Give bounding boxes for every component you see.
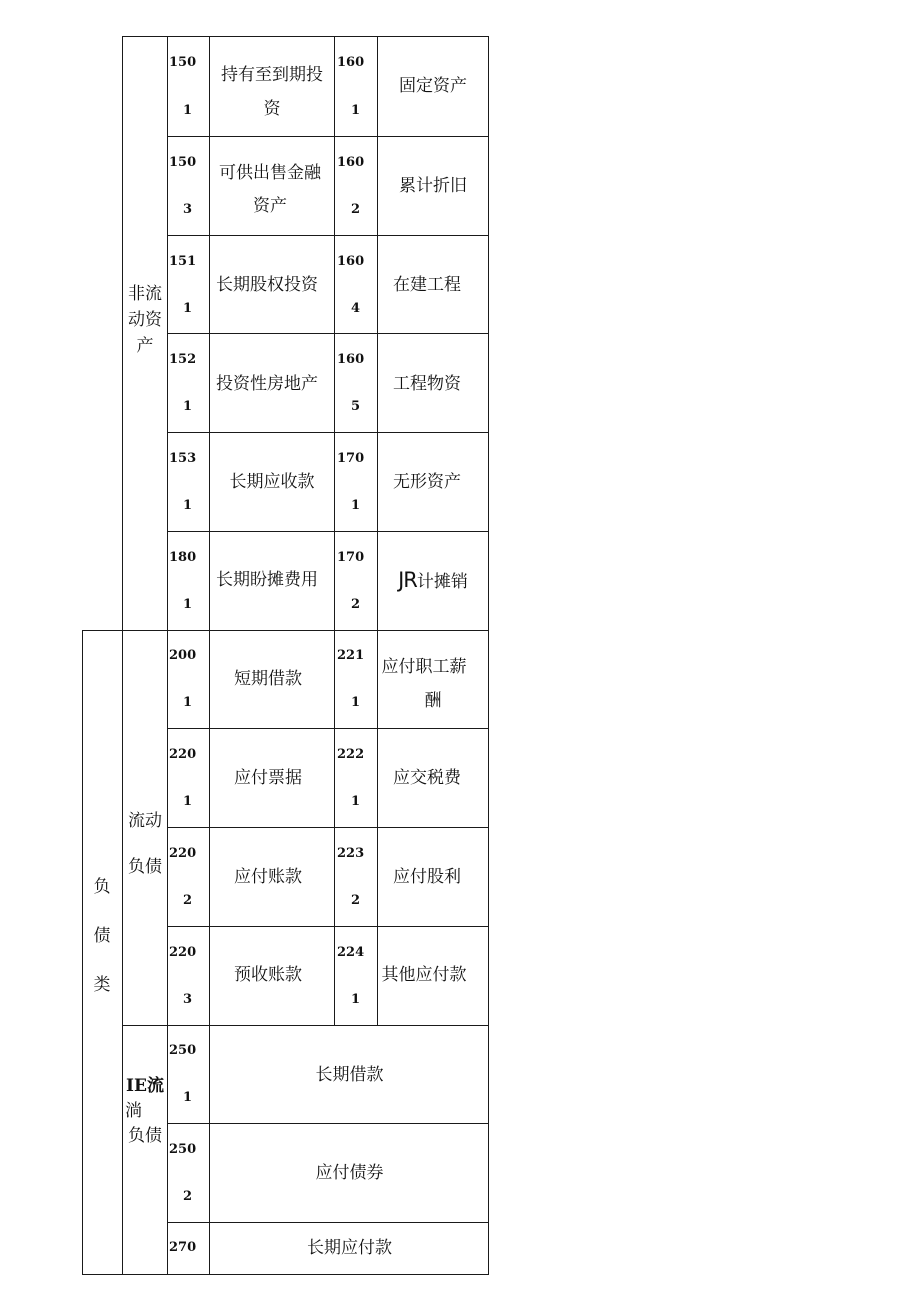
rule-top	[122, 36, 489, 37]
code-part: 1	[183, 794, 193, 809]
rule-group-break	[122, 1025, 489, 1026]
code-part: 4	[351, 301, 361, 316]
name-line: 酬	[424, 691, 442, 711]
category-label-line: 负	[93, 877, 111, 897]
account-code	[169, 1240, 196, 1256]
name-line: 应付票据	[234, 768, 302, 788]
name-line: 可供出售金融	[219, 163, 321, 183]
rule-row	[167, 432, 489, 433]
name-line: 投资性房地产	[216, 374, 318, 394]
rule-row	[167, 1222, 489, 1223]
account-code	[169, 747, 196, 763]
group-label-line: 非流	[128, 284, 162, 304]
account-name	[372, 766, 482, 790]
code-part: 2	[351, 597, 361, 612]
account-code	[169, 1043, 196, 1059]
code-part: 2	[183, 1189, 193, 1204]
code-part: 152	[169, 352, 197, 367]
account-name	[378, 74, 488, 98]
category-label-line: 类	[93, 975, 111, 995]
account-name	[378, 174, 488, 198]
code-part: 160	[337, 155, 365, 170]
code-part: 1	[351, 103, 361, 118]
account-name	[372, 865, 482, 889]
account-code	[169, 648, 196, 664]
rule-row	[167, 333, 489, 334]
account-name	[210, 58, 334, 126]
account-name	[206, 667, 330, 691]
account-code	[183, 893, 192, 909]
account-code	[183, 695, 192, 711]
code-part: 222	[337, 747, 365, 762]
account-code	[183, 399, 192, 415]
name-line: 应付股利	[393, 867, 461, 887]
code-part: 221	[337, 648, 365, 663]
account-code	[169, 550, 196, 566]
code-part: 5	[351, 399, 361, 414]
account-code	[337, 846, 364, 862]
name-line: 其他应付款	[381, 965, 467, 985]
account-code	[337, 648, 364, 664]
rule-row	[167, 827, 489, 828]
account-code	[183, 103, 192, 119]
code-part: 220	[169, 945, 197, 960]
account-code	[169, 352, 196, 368]
name-line: 长期借款	[315, 1065, 384, 1085]
account-name	[372, 372, 482, 396]
account-code	[351, 301, 360, 317]
account-name	[211, 1236, 488, 1260]
account-code	[169, 155, 196, 171]
account-code	[351, 498, 360, 514]
name-line: 工程物资	[393, 374, 461, 394]
code-part: 3	[183, 992, 193, 1007]
code-part: 224	[337, 945, 365, 960]
name-line: 应付账款	[234, 867, 302, 887]
rule-row	[167, 136, 489, 137]
account-name	[208, 149, 332, 215]
group-label-line: 流动	[128, 811, 162, 831]
account-code	[337, 451, 364, 467]
account-name	[206, 766, 330, 790]
name-line: 长期应收款	[229, 472, 315, 492]
group-label-line: 动资	[128, 310, 162, 330]
rule-right	[488, 36, 489, 1275]
code-part: 1	[183, 301, 193, 316]
account-code	[169, 1142, 196, 1158]
group-label-line: IE流	[126, 1076, 164, 1096]
account-code	[337, 945, 364, 961]
code-part: 170	[337, 550, 365, 565]
rule-code-a	[209, 36, 210, 1275]
account-code	[169, 945, 196, 961]
account-code	[351, 103, 360, 119]
code-part: 160	[337, 254, 365, 269]
account-code	[183, 1090, 192, 1106]
code-part: 151	[169, 254, 197, 269]
name-line: 预收账款	[234, 965, 302, 985]
account-name	[378, 568, 488, 594]
account-code	[351, 399, 360, 415]
account-name	[372, 470, 482, 494]
code-part: 270	[169, 1240, 197, 1255]
code-part: 150	[169, 155, 197, 170]
account-name	[369, 963, 479, 987]
rule-bottom	[82, 1274, 489, 1275]
code-part: 2	[351, 202, 361, 217]
account-code	[337, 155, 364, 171]
rule-row	[167, 728, 489, 729]
account-code	[183, 498, 192, 514]
account-code	[351, 794, 360, 810]
account-name	[211, 1161, 488, 1185]
account-code	[169, 846, 196, 862]
group-label-noncurrent-liabilities	[123, 1074, 167, 1149]
account-name	[210, 470, 334, 494]
account-code	[351, 202, 360, 218]
account-code	[183, 202, 192, 218]
name-line: 长期应付款	[307, 1238, 392, 1258]
rule-group	[167, 36, 168, 1275]
code-part: 2	[183, 893, 193, 908]
name-line: 在建工程	[393, 275, 461, 295]
name-line: 资	[263, 99, 281, 119]
account-code	[337, 352, 364, 368]
code-part: 3	[183, 202, 193, 217]
account-code	[337, 55, 364, 71]
name-line: 长期盼摊费用	[216, 570, 318, 590]
group-label-line: 产	[136, 336, 154, 356]
name-line: 应交税费	[393, 768, 461, 788]
name-line: 短期借款	[234, 669, 302, 689]
rule-row	[167, 531, 489, 532]
account-code	[183, 597, 192, 613]
code-part: 250	[169, 1043, 197, 1058]
code-part: 1	[183, 597, 193, 612]
code-part: 220	[169, 747, 197, 762]
account-code	[337, 550, 364, 566]
code-part: 180	[169, 550, 197, 565]
account-code	[169, 55, 196, 71]
category-label-liabilities	[82, 863, 122, 1010]
name-prefix: JR	[398, 568, 417, 592]
group-label-line: 负债	[128, 857, 162, 877]
code-part: 1	[351, 794, 361, 809]
code-part: 1	[183, 103, 193, 118]
account-code	[337, 254, 364, 270]
name-line: 无形资产	[393, 472, 461, 492]
code-part: 150	[169, 55, 197, 70]
code-part: 1	[351, 498, 361, 513]
account-code	[351, 695, 360, 711]
account-code	[351, 893, 360, 909]
code-part: 2	[351, 893, 361, 908]
name-line: 累计折旧	[399, 176, 467, 196]
code-part: 250	[169, 1142, 197, 1157]
group-label-line: 负债	[128, 1126, 162, 1146]
rule-row	[167, 1123, 489, 1124]
code-part: 160	[337, 55, 365, 70]
code-part: 1	[183, 498, 193, 513]
account-name	[211, 1063, 488, 1087]
code-part: 1	[183, 1090, 193, 1105]
account-code	[183, 1189, 192, 1205]
account-name	[206, 865, 330, 889]
code-part: 1	[351, 992, 361, 1007]
account-code	[351, 597, 360, 613]
account-code	[351, 992, 360, 1008]
name-line: 持有至到期投	[221, 65, 323, 85]
code-part: 160	[337, 352, 365, 367]
name-suffix: 计摊销	[416, 572, 468, 592]
group-label-noncurrent-assets	[123, 281, 167, 359]
code-part: 170	[337, 451, 365, 466]
account-code	[183, 301, 192, 317]
account-name	[206, 963, 330, 987]
code-part: 153	[169, 451, 197, 466]
name-line: 固定资产	[399, 76, 467, 96]
account-code	[169, 254, 196, 270]
account-name	[205, 273, 329, 297]
rule-row	[167, 235, 489, 236]
account-code	[183, 992, 192, 1008]
code-part: 1	[183, 695, 193, 710]
account-name	[205, 568, 329, 592]
rule-section	[82, 630, 489, 631]
code-part: 220	[169, 846, 197, 861]
account-name	[372, 273, 482, 297]
account-name	[205, 372, 329, 396]
group-label-line: 淌	[125, 1101, 142, 1121]
code-part: 200	[169, 648, 197, 663]
name-line: 长期股权投资	[216, 275, 318, 295]
account-name	[369, 642, 479, 710]
account-code	[169, 451, 196, 467]
code-part: 223	[337, 846, 365, 861]
code-part: 1	[183, 399, 193, 414]
name-line: 资产	[253, 196, 287, 216]
rule-row	[167, 926, 489, 927]
code-part: 1	[351, 695, 361, 710]
name-line: 应付债券	[315, 1163, 384, 1183]
name-line: 应付职工薪	[381, 657, 467, 677]
group-label-current-liabilities	[123, 798, 167, 890]
account-code	[337, 747, 364, 763]
category-label-line: 债	[93, 926, 111, 946]
account-code	[183, 794, 192, 810]
